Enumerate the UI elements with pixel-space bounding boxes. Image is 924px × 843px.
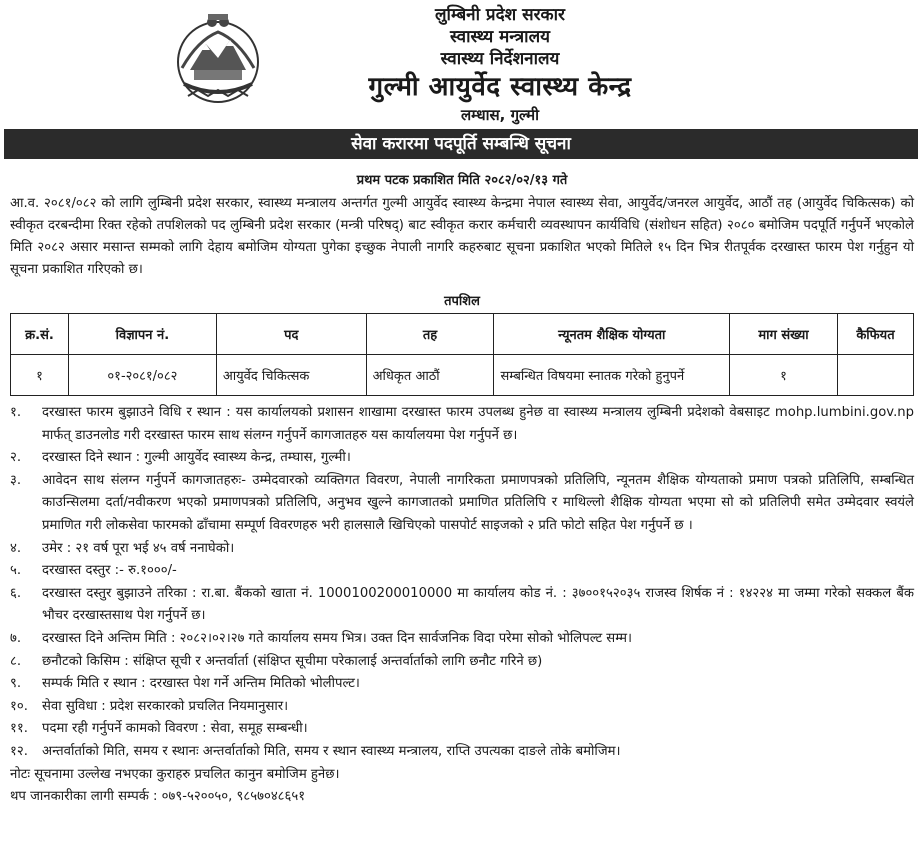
- list-item: [10, 402, 914, 447]
- conditions-list: [10, 402, 914, 809]
- item-text: दरखास्त दस्तुर :- रु.१०००/-: [42, 563, 177, 579]
- list-item: [10, 447, 914, 470]
- vacancy-table: [10, 313, 914, 396]
- list-item: [10, 583, 914, 628]
- notice-title-banner: सेवा करारमा पदपूर्ति सम्बन्धि सूचना: [4, 129, 918, 159]
- publish-date: प्रथम पटक प्रकाशित मिति २०८२/०२/१३ गते: [356, 173, 568, 188]
- item-text: पदमा रही गर्नुपर्ने कामको विवरण : सेवा, समूह सम्बन्धी।: [42, 721, 308, 737]
- item-text: छनौटको किसिम : संक्षिप्त सूची र अन्तर्वार्ता (संक्षिप्त सूचीमा परेकालाई अन्तर्वार्ताको लागि छनौट गरिने छ): [42, 653, 543, 669]
- item-text: अन्तर्वार्ताको मिति, समय र स्थानः अन्तर्वार्ताको मिति, समय र स्थान स्वास्थ्य मन्त्रालय, राप्ति उपत्यका दाङले तोके बमोजिम।: [42, 743, 621, 759]
- table-header-cell: पद: [216, 314, 366, 355]
- table-header-cell: कैफियत: [837, 314, 913, 355]
- table-cell: ०१-२०८१/०८२: [68, 355, 216, 396]
- item-number: ५.: [10, 563, 22, 579]
- table-header-cell: विज्ञापन नं.: [68, 314, 216, 355]
- item-number: ३.: [10, 472, 22, 488]
- header-line-directorate: स्वास्थ्य निर्देशनालय: [440, 49, 560, 69]
- schedule-heading: तपशिल: [444, 294, 480, 309]
- list-item: [10, 628, 914, 651]
- item-text: दरखास्त फारम बुझाउने विधि र स्थान : यस कार्यालयको प्रशासन शाखामा दरखास्त फारम उपलब्ध हुनेछ वा स्वास्थ्य मन्त्रालय लुम्बिनी प्रदेशको वेबसाइट mohp.lumbini.gov.np मार्फत् डाउनलोड गरी दरखास्त फारम साथ संलग्न गर्नुपर्ने कागजातहरु यस कार्यालयमा पेश गर्नुपर्ने छ।: [42, 405, 914, 443]
- list-item: [10, 538, 914, 561]
- item-number: ९.: [10, 676, 22, 692]
- item-number: १२.: [10, 743, 28, 759]
- item-number: २.: [10, 450, 22, 466]
- item-text: सेवा सुविधा : प्रदेश सरकारको प्रचलित नियमानुसार।: [42, 698, 289, 714]
- item-text: दरखास्त दिने स्थान : गुल्मी आयुर्वेद स्वास्थ्य केन्द्र, तम्घास, गुल्मी।: [42, 450, 351, 466]
- item-number: ६.: [10, 585, 22, 601]
- table-header-cell: क्र.सं.: [11, 314, 69, 355]
- nepal-emblem-icon: [168, 10, 268, 110]
- item-text: दरखास्त दस्तुर बुझाउने तरिका : रा.बा. बैंकको खाता नं. 1000100200010000 मा कार्यालय कोड नं. : ३७००१५२०३५ राजस्व शिर्षक नं : १४२२४ मा जम्मा गरेको सक्कल बैंक भौचर दरखास्तसाथ पेश गर्नुपर्ने छ।: [42, 585, 914, 624]
- list-item: [10, 651, 914, 674]
- header-line-ministry: स्वास्थ्य मन्त्रालय: [450, 27, 550, 47]
- table-cell: [837, 355, 913, 396]
- document-header: [0, 0, 924, 126]
- header-line-province: लुम्बिनी प्रदेश सरकार: [435, 5, 565, 25]
- list-item: [10, 718, 914, 741]
- table-cell: सम्बन्धित विषयमा स्नातक गरेको हुनुपर्ने: [494, 355, 730, 396]
- table-header-cell: तह: [366, 314, 494, 355]
- item-number: १.: [10, 405, 22, 420]
- item-number: ११.: [10, 721, 28, 737]
- table-cell: १: [730, 355, 838, 396]
- table-header-row: [11, 314, 914, 355]
- item-number: ४.: [10, 540, 22, 556]
- item-number: ८.: [10, 653, 22, 669]
- item-text: सम्पर्क मिति र स्थान : दरखास्त पेश गर्ने अन्तिम मितिको भोलीपल्ट।: [42, 676, 360, 692]
- list-item: [10, 673, 914, 696]
- item-number: ७.: [10, 630, 22, 646]
- item-text: उमेर : २१ वर्ष पूरा भई ४५ वर्ष ननाघेको।: [42, 540, 235, 556]
- table-header-cell: माग संख्या: [730, 314, 838, 355]
- table-cell: आयुर्वेद चिकित्सक: [216, 355, 366, 396]
- table-header-cell: न्यूनतम शैक्षिक योग्यता: [494, 314, 730, 355]
- table-row: [11, 355, 914, 396]
- item-text: दरखास्त दिने अन्तिम मिति : २०८२।०२।२७ गते कार्यालय समय भित्र। उक्त दिन सार्वजनिक विदा परेमा सोको भोलिपल्ट सम्म।: [42, 630, 633, 646]
- list-item: [10, 696, 914, 719]
- intro-paragraph: आ.व. २०८१/०८२ को लागि लुम्बिनी प्रदेश सरकार, स्वास्थ्य मन्त्रालय अन्तर्गत गुल्मी आयुर्वेद स्वास्थ्य केन्द्रमा नेपाल स्वास्थ्य सेवा, आयुर्वेद/जनरल आयुर्वेद, आठौं तह (आयुर्वेद चिकित्सक) को स्वीकृत दरबन्दीमा रिक्त रहेको तपशिलको पद लुम्बिनी प्रदेश सरकार (मन्त्री परिषद्) बाट स्वीकृत करार कर्मचारी व्यवस्थापन कार्यविधि (संशोधन सहित) २०८० बमोजिम पदपूर्ति गर्नुपर्ने भएकोले मिति २०८२ असार मसान्त सम्मको लागि देहाय बमोजिम योग्यता पुगेका इच्छुक नेपाली नागरि कहरुबाट सूचना प्रकाशित भएको मितिले १५ दिन भित्र रीतपूर्वक दरखास्त फारम पेश गर्नुहुन यो सूचना प्रकाशित गरिएको छ।: [10, 196, 915, 277]
- contact-text: थप जानकारीका लागी सम्पर्क : ०७९-५२००५०, ९८५७०४८६५१: [10, 789, 306, 805]
- table-cell: १: [11, 355, 69, 396]
- header-location: लम्धास, गुल्मी: [461, 106, 539, 124]
- note-text: नोटः सूचनामा उल्लेख नभएका कुराहरु प्रचलित कानुन बमोजिम हुनेछ।: [10, 766, 340, 782]
- list-item: [10, 741, 914, 764]
- item-text: आवेदन साथ संलग्न गर्नुपर्ने कागजातहरुः- उम्मेदवारको व्यक्तिगत विवरण, नेपाली नागरिकता प्रमाणपत्रको प्रतिलिपि, न्यूनतम शैक्षिक योग्यताको प्रमाण पत्रको प्रतिलिपि, सम्बन्धित काउन्सिलमा दर्ता/नवीकरण भएको प्रमाणपत्रको प्रतिलिपि, अनुभव खुल्ने कागजातको प्रमाणित प्रतिलिपि र माथिल्लो शैक्षिक योग्यता भएमा सो को प्रतिलिपी समेत उम्मेदवार स्वयंले प्रमाणित गरी लोकसेवा फारमको ढाँचामा सम्पूर्ण विवरणहरु भरी हालसालै खिचिएको पासपोर्ट साइजको २ प्रति फोटो सहित पेश गर्नुपर्ने छ ।: [42, 472, 914, 533]
- list-item: [10, 470, 914, 538]
- list-item: [10, 560, 914, 583]
- item-number: १०.: [10, 698, 28, 714]
- header-office-name: गुल्मी आयुर्वेद स्वास्थ्य केन्द्र: [368, 72, 632, 102]
- table-cell: अधिकृत आठौं: [366, 355, 494, 396]
